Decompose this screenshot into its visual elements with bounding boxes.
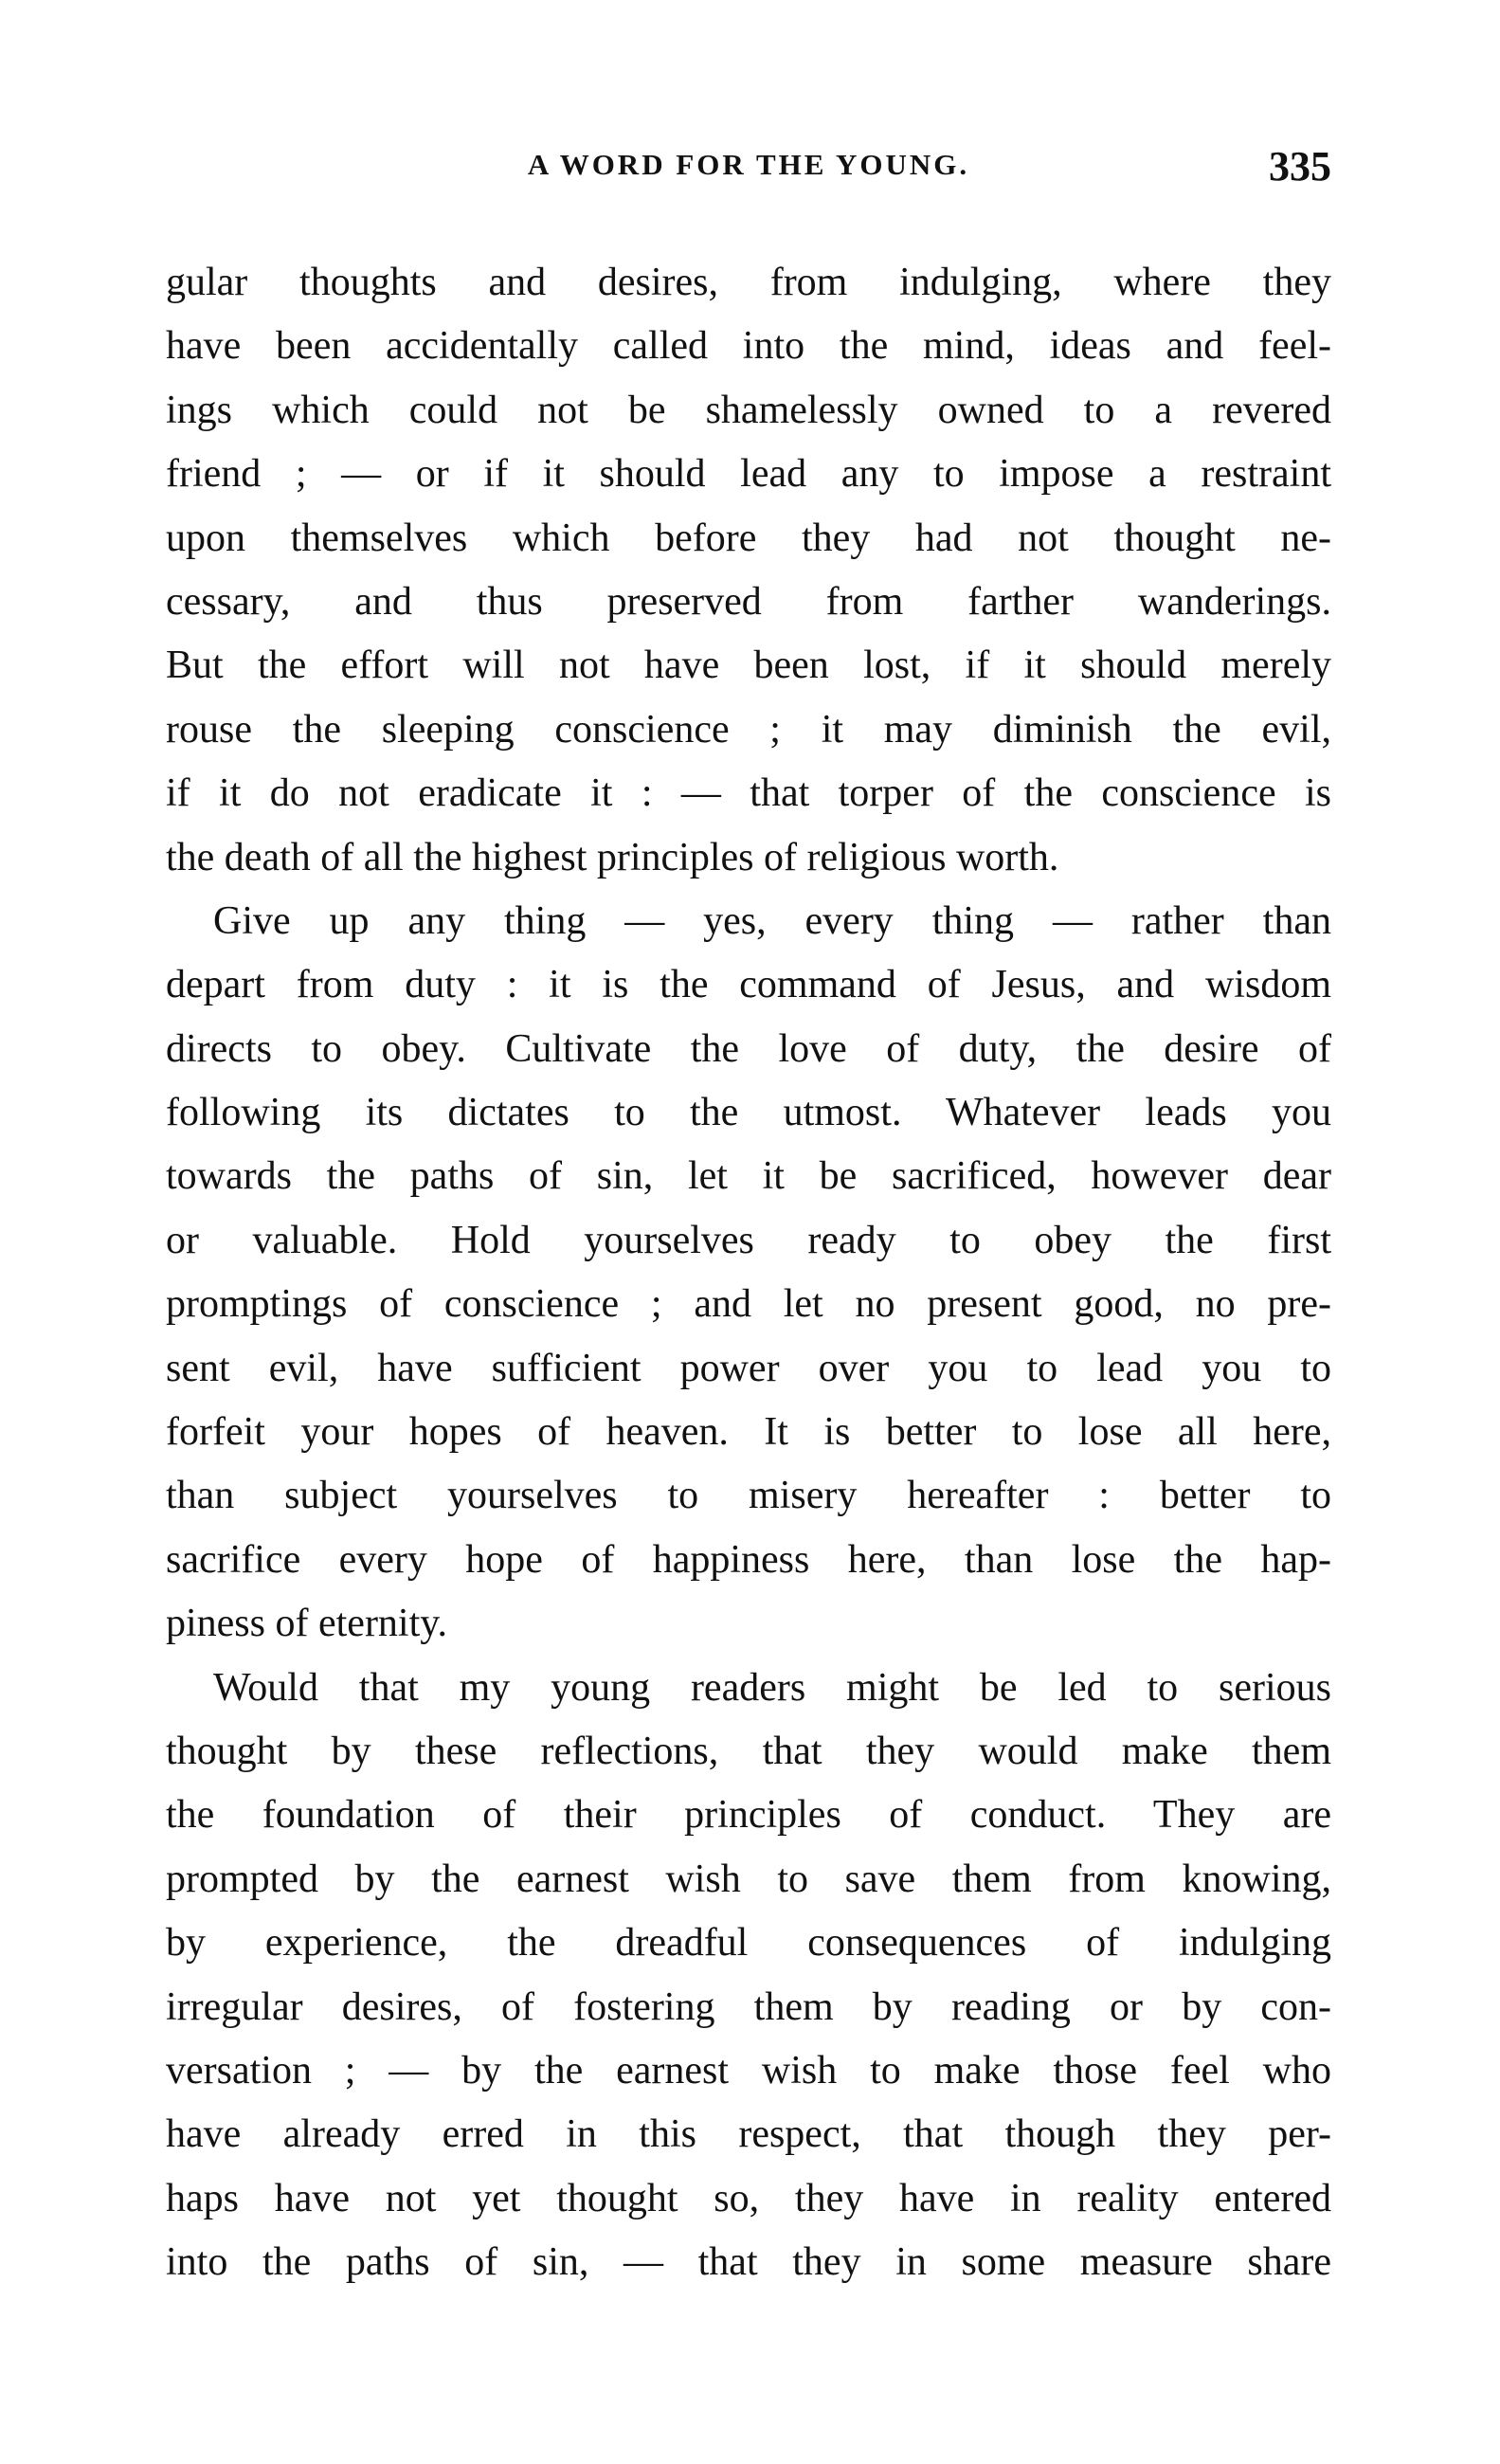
running-head — [166, 142, 1331, 199]
text-line: have been accidentally called into the mind, ideas and feel- — [166, 324, 1331, 369]
text-line: friend ; — or if it should lead any to impose a restraint — [166, 452, 1331, 497]
text-line: irregular desires, of fostering them by reading or by con- — [166, 1984, 1331, 2029]
text-line: piness of eternity. — [166, 1602, 448, 1646]
text-line: upon themselves which before they had not thought ne- — [166, 516, 1331, 560]
text-line: cessary, and thus preserved from farther wanderings. — [166, 579, 1331, 624]
text-line: by experience, the dreadful consequences of indulging — [166, 1921, 1331, 1966]
text-line: haps have not yet thought so, they have in reality entered — [166, 2176, 1331, 2220]
text-line: thought by these reflections, that they would make them — [166, 1729, 1331, 1773]
text-line: following its dictates to the utmost. Whatever leads you — [166, 1091, 1331, 1135]
text-line: gular thoughts and desires, from indulging, where they — [166, 261, 1331, 304]
text-line: rouse the sleeping conscience ; it may diminish the evil, — [166, 707, 1331, 752]
text-line: the death of all the highest principles of religious worth. — [166, 835, 1059, 879]
text-line: ings which could not be shamelessly owned to a revered — [166, 388, 1331, 432]
page-number: 335 — [1269, 143, 1331, 190]
text-line: Would that my young readers might be led to serious — [213, 1665, 1331, 1710]
text-line: or valuable. Hold yourselves ready to obey the first — [166, 1218, 1331, 1262]
text-line: But the effort will not have been lost, if it should merely — [166, 643, 1331, 688]
text-line: if it do not eradicate it : — that torper of the conscience is — [166, 771, 1331, 816]
body-text — [166, 251, 1331, 2295]
text-line: depart from duty : it is the command of Jesus, and wisdom — [166, 963, 1331, 1007]
text-line: than subject yourselves to misery hereafter : better to — [166, 1474, 1331, 1518]
text-line: have already erred in this respect, that though they per- — [166, 2112, 1331, 2157]
text-line: prompted by the earnest wish to save them from knowing, — [166, 1857, 1331, 1901]
text-line: Give up any thing — yes, every thing — rather than — [213, 898, 1331, 943]
text-line: sacrifice every hope of happiness here, than lose the hap- — [166, 1537, 1331, 1582]
text-line: forfeit your hopes of heaven. It is better to lose all here, — [166, 1410, 1331, 1455]
text-line: sent evil, have sufficient power over you to lead you to — [166, 1346, 1331, 1390]
text-line: versation ; — by the earnest wish to make those feel who — [166, 2048, 1331, 2093]
text-line: towards the paths of sin, let it be sacrificed, however dear — [166, 1154, 1331, 1199]
text-line: directs to obey. Cultivate the love of duty, the desire of — [166, 1026, 1331, 1071]
text-line: promptings of conscience ; and let no present good, no pre- — [166, 1282, 1331, 1327]
running-title: A WORD FOR THE YOUNG. — [527, 148, 970, 181]
text-line: into the paths of sin, — that they in some measure share — [166, 2240, 1331, 2285]
text-line: the foundation of their principles of conduct. They are — [166, 1793, 1331, 1838]
